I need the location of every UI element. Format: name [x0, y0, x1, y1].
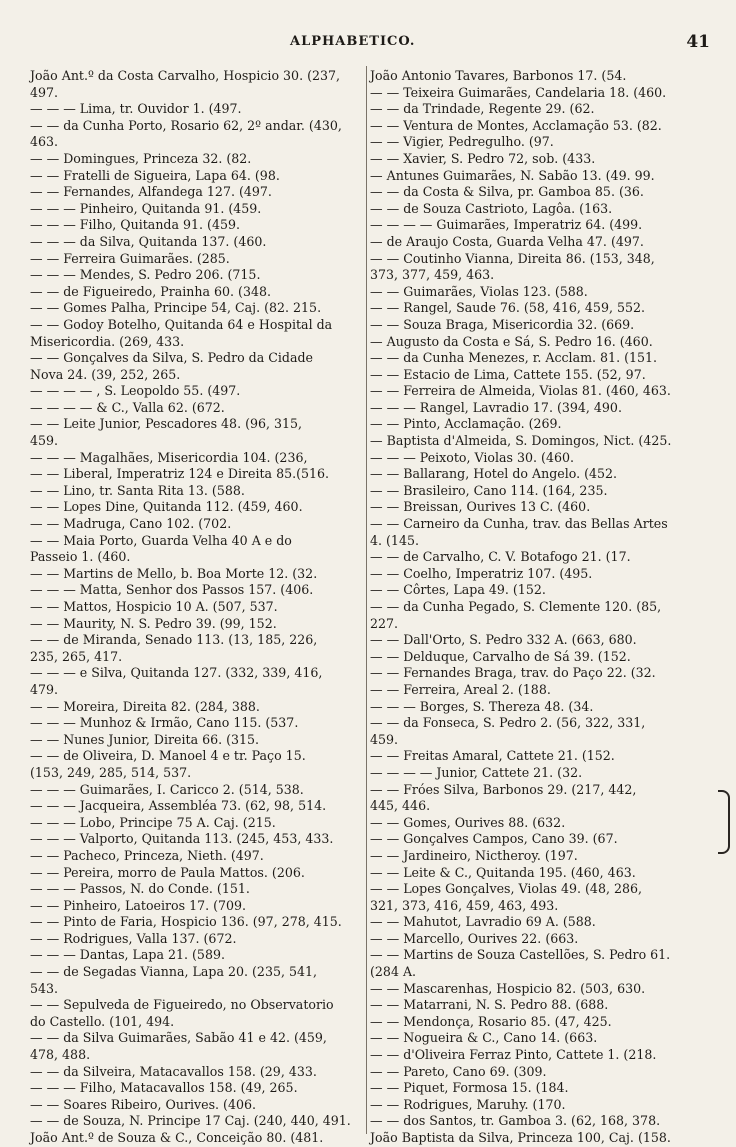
page-number: 41: [686, 32, 710, 52]
directory-entry: 373, 377, 459, 463.: [370, 267, 495, 283]
directory-entry: — — Matarrani, N. S. Pedro 88. (688.: [370, 997, 609, 1013]
directory-entry: — — — — , S. Leopoldo 55. (497.: [30, 383, 241, 399]
directory-entry: 235, 265, 417.: [30, 648, 123, 664]
directory-entry: — — Mattos, Hospicio 10 A. (507, 537.: [30, 599, 278, 614]
directory-entry: Misericordia. (269, 433.: [30, 333, 185, 349]
directory-entry: — — da Trindade, Regente 29. (62.: [370, 101, 595, 117]
directory-entry: 497.: [30, 84, 59, 100]
directory-entry: — Antunes Guimarães, N. Sabão 13. (49. 99.: [370, 167, 655, 183]
directory-entry: — — Sepulveda de Figueiredo, no Observatorio: [30, 997, 334, 1013]
directory-entry: — — da Costa & Silva, pr. Gamboa 85. (36.: [370, 184, 644, 200]
directory-entry: — — de Figueiredo, Prainha 60. (348.: [30, 283, 272, 299]
directory-entry: — — Estacio de Lima, Cattete 155. (52, 97.: [370, 366, 646, 382]
directory-entry: — — Nunes Junior, Direita 66. (315.: [30, 731, 260, 747]
directory-entry: — — da Cunha Pegado, S. Clemente 120. (85,: [370, 599, 662, 614]
directory-entry: 463.: [30, 134, 59, 150]
directory-entry: — — — — & C., Valla 62. (672.: [30, 399, 225, 415]
left-column: [30, 68, 364, 1145]
directory-entry: — Augusto da Costa e Sá, S. Pedro 16. (460.: [370, 333, 653, 349]
directory-entry: — — Teixeira Guimarães, Candelaria 18. (460.: [370, 84, 667, 100]
directory-entry: — — — — Junior, Cattete 21. (32.: [370, 764, 583, 780]
directory-entry: — — Ferreira Guimarães. (285.: [30, 250, 230, 266]
directory-entry: — — Carneiro da Cunha, trav. das Bellas Artes: [370, 516, 668, 532]
directory-entry: 459.: [370, 731, 399, 747]
directory-entry: — — Soares Ribeiro, Ourives. (406.: [30, 1096, 256, 1112]
directory-entry: 321, 373, 416, 459, 463, 493.: [370, 897, 559, 913]
directory-entry: (284 A.: [370, 964, 417, 980]
directory-entry: — — Jardineiro, Nictheroy. (197.: [370, 847, 578, 863]
directory-entry: — — Pinto de Faria, Hospicio 136. (97, 278, 415.: [30, 914, 342, 930]
directory-entry: — — Ferreira, Areal 2. (188.: [370, 681, 551, 697]
directory-entry: — — Gomes Palha, Principe 54, Caj. (82. 215.: [30, 300, 322, 316]
directory-entry: — — Leite & C., Quitanda 195. (460, 463.: [370, 864, 636, 880]
directory-entry: — — — e Silva, Quitanda 127. (332, 339, 416,: [30, 665, 323, 681]
directory-entry: — — Maurity, N. S. Pedro 39. (99, 152.: [30, 615, 277, 631]
directory-entry: — — — Filho, Quitanda 91. (459.: [30, 217, 240, 233]
directory-entry: — — da Cunha Menezes, r. Acclam. 81. (151.: [370, 350, 658, 366]
directory-entry: — — da Silva Guimarães, Sabão 41 e 42. (459,: [30, 1030, 327, 1046]
directory-entry: — — — Dantas, Lapa 21. (589.: [30, 947, 225, 963]
directory-entry: — — — Filho, Matacavallos 158. (49, 265.: [30, 1080, 298, 1096]
directory-entry: — — Ballarang, Hotel do Angelo. (452.: [370, 466, 618, 482]
directory-entry: — — — Guimarães, I. Caricco 2. (514, 538.: [30, 781, 304, 797]
directory-entry: — — da Cunha Porto, Rosario 62, 2º andar. (430,: [30, 117, 342, 133]
directory-entry: — — da Fonseca, S. Pedro 2. (56, 322, 331,: [370, 715, 646, 731]
directory-entry: — — Coutinho Vianna, Direita 86. (153, 348,: [370, 250, 655, 266]
directory-entry: — — Mascarenhas, Hospicio 82. (503, 630.: [370, 980, 646, 996]
directory-entry: — de Araujo Costa, Guarda Velha 47. (497.: [370, 233, 644, 249]
directory-entry: — — d'Oliveira Ferraz Pinto, Cattete 1. (218.: [370, 1047, 657, 1063]
directory-entry: — — Gonçalves Campos, Cano 39. (67.: [370, 831, 618, 847]
column-divider: [366, 66, 367, 1134]
directory-entry: — — Fratelli de Sigueira, Lapa 64. (98.: [30, 167, 280, 183]
directory-entry: — — Souza Braga, Misericordia 32. (669.: [370, 316, 635, 332]
directory-entry: — — — Magalhães, Misericordia 104. (236,: [30, 449, 308, 465]
directory-entry: 459.: [30, 433, 59, 449]
directory-entry: — — — — Guimarães, Imperatriz 64. (499.: [370, 217, 643, 233]
directory-entry: — — Mahutot, Lavradio 69 A. (588.: [370, 914, 596, 930]
directory-entry: — — de Oliveira, D. Manoel 4 e tr. Paço 15.: [30, 748, 306, 764]
right-column: [370, 68, 704, 1145]
directory-entry: — — Martins de Mello, b. Boa Morte 12. (32.: [30, 565, 318, 581]
directory-entry: (153, 249, 285, 514, 537.: [30, 764, 192, 780]
binding-mark: [718, 790, 730, 854]
directory-entry: — — Guimarães, Violas 123. (588.: [370, 283, 588, 299]
directory-entry: 543.: [30, 980, 59, 996]
directory-entry: João Ant.º de Souza & C., Conceição 80. (481.: [30, 1130, 324, 1145]
directory-entry: — — Coelho, Imperatriz 107. (495.: [370, 565, 593, 581]
directory-entry: — — — Lobo, Principe 75 A. Caj. (215.: [30, 814, 276, 830]
directory-entry: — — Delduque, Carvalho de Sá 39. (152.: [370, 648, 631, 664]
directory-entry: — — Ferreira de Almeida, Violas 81. (460, 463.: [370, 383, 671, 399]
directory-entry: — — Breissan, Ourives 13 C. (460.: [370, 499, 591, 515]
directory-entry: — — Fróes Silva, Barbonos 29. (217, 442,: [370, 781, 637, 797]
directory-entry: — — Madruga, Cano 102. (702.: [30, 516, 232, 532]
directory-entry: 227.: [370, 615, 399, 631]
directory-entry: — — Pareto, Cano 69. (309.: [370, 1063, 547, 1079]
directory-entry: — — Domingues, Princeza 32. (82.: [30, 150, 252, 166]
directory-entry: — — Ventura de Montes, Acclamação 53. (82.: [370, 117, 662, 133]
directory-entry: Passeio 1. (460.: [30, 549, 131, 565]
directory-entry: — — de Miranda, Senado 113. (13, 185, 226,: [30, 632, 318, 648]
directory-entry: — — Vigier, Pedregulho. (97.: [370, 134, 554, 150]
directory-entry: — — Liberal, Imperatriz 124 e Direita 85.(516.: [30, 466, 330, 482]
directory-entry: — — — Mendes, S. Pedro 206. (715.: [30, 267, 261, 283]
directory-entry: — — — Pinheiro, Quitanda 91. (459.: [30, 200, 262, 216]
directory-entry: — — Gonçalves da Silva, S. Pedro da Cidade: [30, 350, 313, 366]
directory-entry: — — Lino, tr. Santa Rita 13. (588.: [30, 482, 245, 498]
directory-entry: — — Martins de Souza Castellões, S. Pedro 61.: [370, 947, 671, 963]
directory-entry: — — de Souza, N. Principe 17 Caj. (240, 440, 491.: [30, 1113, 351, 1129]
directory-entry: — — Mendonça, Rosario 85. (47, 425.: [370, 1013, 612, 1029]
directory-entry: — — Maia Porto, Guarda Velha 40 A e do: [30, 532, 292, 548]
directory-entry: — — — Valporto, Quitanda 113. (245, 453, 433.: [30, 831, 334, 847]
directory-entry: — — Fernandes, Alfandega 127. (497.: [30, 184, 272, 200]
directory-entry: — — dos Santos, tr. Gamboa 3. (62, 168, 378.: [370, 1113, 661, 1129]
directory-entry: 445, 446.: [370, 798, 431, 814]
directory-entry: — — Rodrigues, Maruhy. (170.: [370, 1096, 566, 1112]
directory-entry: — — de Segadas Vianna, Lapa 20. (235, 541,: [30, 964, 318, 980]
directory-entry: — — Brasileiro, Cano 114. (164, 235.: [370, 482, 608, 498]
directory-entry: — — — Rangel, Lavradio 17. (394, 490.: [370, 399, 622, 415]
directory-entry: João Antonio Tavares, Barbonos 17. (54.: [370, 68, 627, 83]
directory-entry: — — Pinheiro, Latoeiros 17. (709.: [30, 897, 247, 913]
directory-entry: — — — da Silva, Quitanda 137. (460.: [30, 233, 267, 249]
directory-entry: — — Godoy Botelho, Quitanda 64 e Hospital da: [30, 316, 333, 332]
directory-entry: — — Lopes Gonçalves, Violas 49. (48, 286,: [370, 881, 643, 897]
directory-entry: João Ant.º da Costa Carvalho, Hospicio 30. (237,: [30, 68, 341, 83]
directory-entry: — — Marcello, Ourives 22. (663.: [370, 930, 579, 946]
directory-entry: — — Fernandes Braga, trav. do Paço 22. (32.: [370, 665, 656, 681]
section-title: ALPHABETICO.: [290, 34, 416, 49]
directory-entry: — — Côrtes, Lapa 49. (152.: [370, 582, 546, 598]
directory-entry: 479.: [30, 681, 59, 697]
directory-entry: do Castello. (101, 494.: [30, 1013, 175, 1029]
page-header: [0, 34, 736, 56]
directory-entry: — — Gomes, Ourives 88. (632.: [370, 814, 566, 830]
directory-entry: — — Freitas Amaral, Cattete 21. (152.: [370, 748, 615, 764]
directory-entry: — — — Passos, N. do Conde. (151.: [30, 881, 250, 897]
directory-entry: — — Leite Junior, Pescadores 48. (96, 315,: [30, 416, 303, 432]
directory-entry: — — Rangel, Saude 76. (58, 416, 459, 552.: [370, 300, 646, 316]
directory-entry: — — — Matta, Senhor dos Passos 157. (406.: [30, 582, 314, 598]
directory-entry: — — Nogueira & C., Cano 14. (663.: [370, 1030, 598, 1046]
directory-entry: — — — Borges, S. Thereza 48. (34.: [370, 698, 594, 714]
directory-entry: João Baptista da Silva, Princeza 100, Caj. (158.: [370, 1130, 671, 1145]
directory-entry: — Baptista d'Almeida, S. Domingos, Nict. (425.: [370, 433, 672, 449]
directory-entry: — — de Carvalho, C. V. Botafogo 21. (17.: [370, 549, 631, 565]
directory-entry: 4. (145.: [370, 532, 419, 548]
directory-entry: — — de Souza Castrioto, Lagôa. (163.: [370, 200, 613, 216]
directory-entry: — — — Jacqueira, Assembléa 73. (62, 98, 514.: [30, 798, 327, 814]
directory-entry: — — Pacheco, Princeza, Nieth. (497.: [30, 847, 264, 863]
directory-entry: — — Piquet, Formosa 15. (184.: [370, 1080, 569, 1096]
directory-entry: Nova 24. (39, 252, 265.: [30, 366, 181, 382]
directory-entry: — — da Silveira, Matacavallos 158. (29, 433.: [30, 1063, 317, 1079]
directory-entry: — — — Lima, tr. Ouvidor 1. (497.: [30, 101, 242, 117]
directory-entry: — — Pinto, Acclamação. (269.: [370, 416, 562, 432]
directory-entry: — — Moreira, Direita 82. (284, 388.: [30, 698, 260, 714]
directory-entry: — — Dall'Orto, S. Pedro 332 A. (663, 680.: [370, 632, 637, 648]
directory-entry: — — Pereira, morro de Paula Mattos. (206.: [30, 864, 305, 880]
directory-entry: — — — Peixoto, Violas 30. (460.: [370, 449, 574, 465]
directory-entry: — — Lopes Dine, Quitanda 112. (459, 460.: [30, 499, 303, 515]
directory-entry: 478, 488.: [30, 1047, 91, 1063]
directory-entry: — — Xavier, S. Pedro 72, sob. (433.: [370, 150, 596, 166]
directory-entry: — — Rodrigues, Valla 137. (672.: [30, 930, 237, 946]
directory-entry: — — — Munhoz & Irmão, Cano 115. (537.: [30, 715, 299, 731]
